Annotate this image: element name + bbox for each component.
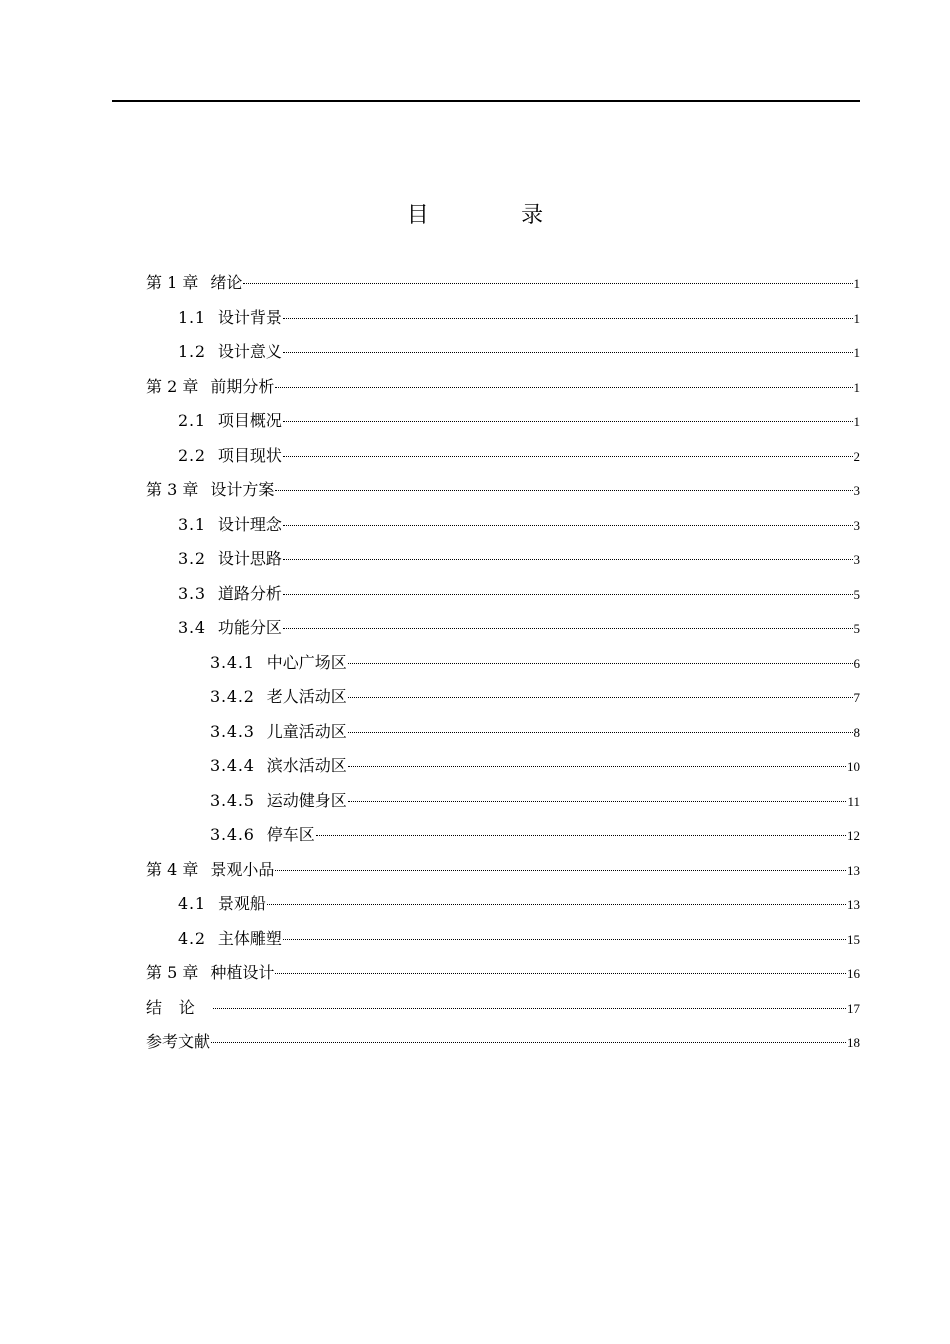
toc-entry-title: 道路分析 <box>217 583 282 603</box>
dot-leader <box>348 663 853 664</box>
dot-leader <box>348 697 853 698</box>
toc-entry[interactable] <box>146 646 860 681</box>
toc-entry-title: 滨水活动区 <box>266 756 347 775</box>
toc-entry-page-number: 3 <box>853 517 860 533</box>
toc-entry-title: 项目现状 <box>217 445 282 465</box>
toc-entry[interactable] <box>146 1025 860 1060</box>
dot-leader <box>283 525 853 526</box>
toc-entry-title: 结论 <box>146 997 212 1017</box>
toc-entry[interactable] <box>146 335 860 370</box>
dot-leader <box>213 1008 846 1009</box>
toc-entry-page-number: 15 <box>847 931 860 947</box>
toc-entry-number: 3.4.6 <box>210 825 255 844</box>
toc-entry-number: 第 1 章 <box>146 273 199 292</box>
toc-entry-page-number: 1 <box>853 345 860 360</box>
toc-entry-page-number: 13 <box>847 897 860 912</box>
toc-entry-title: 老人活动区 <box>266 687 347 706</box>
toc-entry[interactable] <box>146 922 860 957</box>
toc-entry-title: 主体雕塑 <box>217 928 282 948</box>
toc-entry-title: 设计方案 <box>210 480 275 499</box>
toc-entry-title: 景观船 <box>217 894 266 913</box>
dot-leader <box>316 835 846 836</box>
toc-entry[interactable] <box>146 508 860 543</box>
toc-entry[interactable] <box>146 439 860 474</box>
toc-entry-number: 3.3 <box>178 583 206 603</box>
dot-leader <box>348 766 846 767</box>
toc-entry-page-number: 13 <box>847 862 860 878</box>
toc-entry-number: 1.2 <box>178 342 206 361</box>
toc-entry[interactable] <box>146 301 860 336</box>
toc-entry-title: 种植设计 <box>210 963 275 982</box>
dot-leader <box>275 870 846 871</box>
toc-entry-number: 3.4.5 <box>210 790 255 810</box>
toc-entry[interactable] <box>146 853 860 888</box>
dot-leader <box>275 490 852 491</box>
toc-entry[interactable] <box>146 473 860 508</box>
dot-leader <box>283 352 853 353</box>
toc-entry-page-number: 2 <box>853 448 860 464</box>
toc-entry-title: 设计背景 <box>217 307 282 327</box>
toc-entry-title: 功能分区 <box>217 618 282 637</box>
dot-leader <box>283 628 853 629</box>
toc-entry-page-number: 3 <box>853 483 860 498</box>
toc-entry[interactable] <box>146 680 860 715</box>
toc-entry-number: 3.4 <box>178 618 206 637</box>
header-rule <box>112 100 860 102</box>
toc-entry-number: 3.1 <box>178 514 206 534</box>
toc-entry-number: 4.2 <box>178 928 206 948</box>
toc-entry-number: 第 2 章 <box>146 376 199 396</box>
toc-entry-number: 3.4.2 <box>210 687 255 706</box>
toc-entry[interactable] <box>146 370 860 405</box>
toc-entry-page-number: 1 <box>853 310 860 326</box>
toc-entry-page-number: 1 <box>853 276 860 291</box>
toc-entry-page-number: 16 <box>847 966 860 981</box>
toc-entry-page-number: 11 <box>847 793 860 809</box>
toc-entry-page-number: 18 <box>847 1035 860 1050</box>
toc-entry[interactable] <box>146 542 860 577</box>
toc-entry-page-number: 10 <box>847 759 860 774</box>
toc-entry-number: 1.1 <box>178 307 206 327</box>
toc-entry-page-number: 12 <box>847 828 860 843</box>
toc-entry-title: 运动健身区 <box>266 790 347 810</box>
dot-leader <box>283 318 853 319</box>
toc-entry-title: 项目概况 <box>217 411 282 430</box>
toc-entry-title: 中心广场区 <box>266 652 347 672</box>
dot-leader <box>275 387 852 388</box>
dot-leader <box>283 421 853 422</box>
toc-entry[interactable] <box>146 715 860 750</box>
toc-entry[interactable] <box>146 577 860 612</box>
dot-leader <box>283 456 853 457</box>
toc-entry-title: 参考文献 <box>146 1032 211 1051</box>
toc-entry[interactable] <box>146 266 860 301</box>
dot-leader <box>267 904 846 905</box>
toc-entry-number: 3.4.1 <box>210 652 255 672</box>
toc-entry-title: 前期分析 <box>210 376 275 396</box>
toc-entry-title: 儿童活动区 <box>266 721 347 741</box>
toc-entry-page-number: 17 <box>847 1000 860 1016</box>
toc-entry-number: 2.1 <box>178 411 206 430</box>
toc-entry-page-number: 1 <box>853 379 860 395</box>
toc-entry-page-number: 8 <box>853 724 860 740</box>
toc-entry-title: 景观小品 <box>210 859 275 879</box>
toc-entry-title: 设计意义 <box>217 342 282 361</box>
toc-entry[interactable] <box>146 991 860 1026</box>
table-of-contents <box>146 266 860 1060</box>
toc-entry-number: 3.4.4 <box>210 756 255 775</box>
dot-leader <box>348 801 847 802</box>
toc-entry-title: 停车区 <box>266 825 315 844</box>
toc-entry-number: 第 4 章 <box>146 859 199 879</box>
toc-entry-page-number: 5 <box>853 586 860 602</box>
toc-entry-page-number: 3 <box>853 552 860 567</box>
dot-leader <box>348 732 853 733</box>
toc-entry-number: 第 3 章 <box>146 480 199 499</box>
page-title: 目 录 <box>406 203 579 228</box>
dot-leader <box>211 1042 846 1043</box>
toc-entry-number: 第 5 章 <box>146 963 199 982</box>
toc-entry-page-number: 6 <box>853 655 860 671</box>
toc-entry[interactable] <box>146 887 860 922</box>
dot-leader <box>283 559 853 560</box>
toc-entry-title: 绪论 <box>210 273 243 292</box>
toc-entry-page-number: 1 <box>853 414 860 429</box>
toc-entry-title: 设计思路 <box>217 549 282 568</box>
toc-entry[interactable] <box>146 749 860 784</box>
toc-entry-number: 4.1 <box>178 894 206 913</box>
dot-leader <box>243 283 852 284</box>
dot-leader <box>275 973 846 974</box>
toc-entry[interactable] <box>146 611 860 646</box>
toc-entry[interactable] <box>146 784 860 819</box>
toc-entry[interactable] <box>146 404 860 439</box>
toc-entry-title: 设计理念 <box>217 514 282 534</box>
toc-entry-number: 3.2 <box>178 549 206 568</box>
toc-entry[interactable] <box>146 818 860 853</box>
dot-leader <box>283 594 853 595</box>
dot-leader <box>283 939 846 940</box>
toc-entry[interactable] <box>146 956 860 991</box>
toc-entry-page-number: 7 <box>853 690 860 705</box>
toc-entry-number: 2.2 <box>178 445 206 465</box>
toc-entry-number: 3.4.3 <box>210 721 255 741</box>
toc-entry-page-number: 5 <box>853 621 860 636</box>
